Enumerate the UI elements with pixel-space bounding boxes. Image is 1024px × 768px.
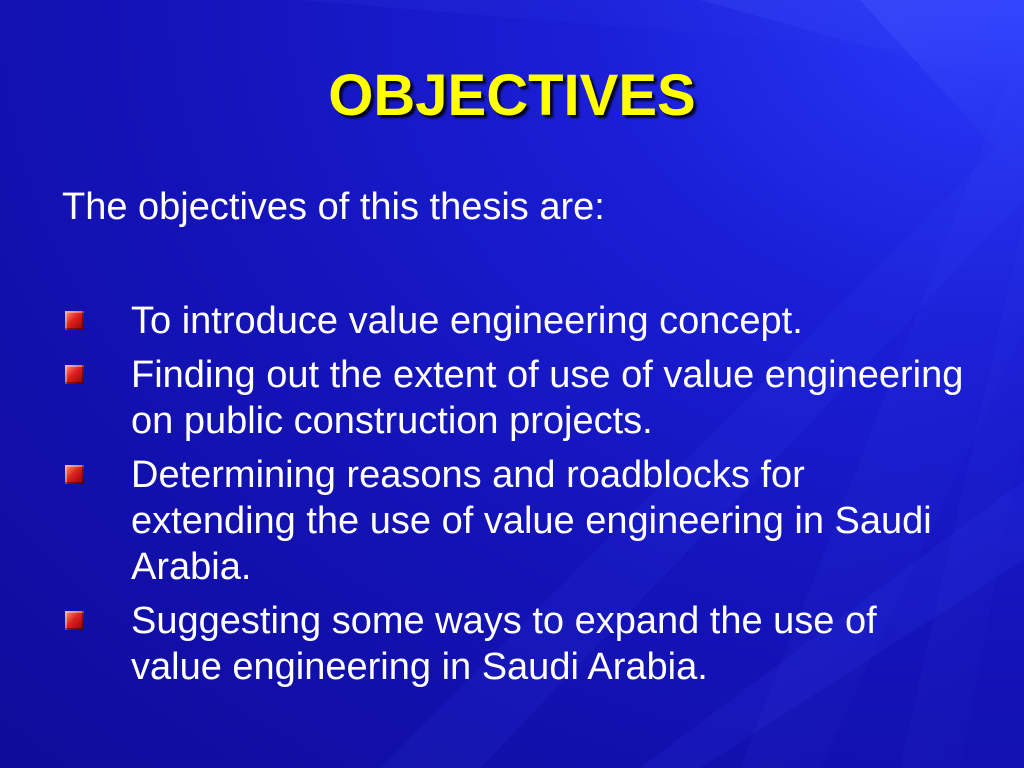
list-item [0,452,1024,590]
intro-text: The objectives of this thesis are: [62,186,605,228]
slide-title: OBJECTIVES [328,63,696,128]
list-item-text: Finding out the extent of use of value engineering on public construction projects. [131,354,964,442]
list-item [0,352,1024,444]
objectives-list [0,298,1024,698]
list-item-text: To introduce value engineering concept. [131,300,803,342]
red-square-bullet-icon [65,465,84,484]
list-item [0,598,1024,690]
list-item-text: Determining reasons and roadblocks for extending the use of value engineering in Saudi Arabia. [131,454,932,588]
red-square-bullet-icon [65,365,84,384]
list-item [0,298,1024,344]
red-square-bullet-icon [65,311,84,330]
red-square-bullet-icon [65,611,84,630]
list-item-text: Suggesting some ways to expand the use of value engineering in Saudi Arabia. [131,600,877,688]
